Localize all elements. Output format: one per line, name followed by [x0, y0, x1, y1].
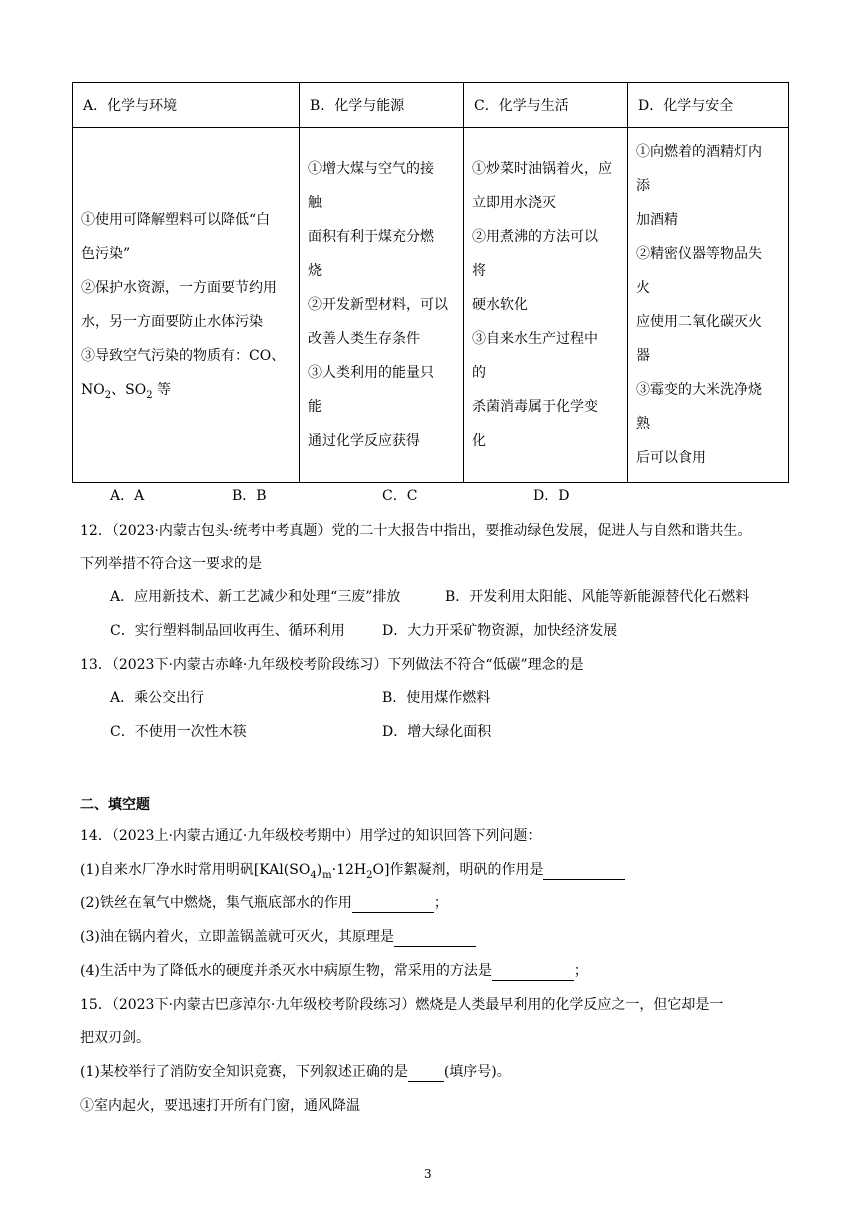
cell-d-line: 应使用二氧化碳灭火 — [636, 314, 762, 330]
q14-part1-pre: (1)自来水厂净水时常用明矾[KAl(SO — [80, 862, 311, 878]
table-header-d: D．化学与安全 — [628, 83, 789, 128]
q15-stem-line1: 15．（2023下·内蒙古巴彦淖尔·九年级校考阶段练习）燃烧是人类最早利用的化学反应之一，但它却是一 — [80, 997, 724, 1013]
page-number: 3 — [424, 1167, 432, 1181]
cell-c-line: ③自来水生产过程中 — [472, 331, 598, 347]
q15-part1 — [80, 1062, 511, 1082]
q12-option-d: D．大力开采矿物资源，加快经济发展 — [382, 623, 618, 639]
sub-2: 2 — [366, 869, 373, 881]
cell-d-line: 加酒精 — [636, 212, 678, 228]
table-header-b: B．化学与能源 — [300, 83, 464, 128]
cell-b-line: 烧 — [308, 263, 322, 279]
q14-part2 — [80, 893, 448, 913]
q14-part4-end: ； — [573, 963, 588, 979]
q11-option-c: C．C — [382, 488, 418, 504]
table-cell-d — [628, 128, 789, 483]
cell-a-line: 色污染” — [81, 246, 131, 262]
cell-b-line: 能 — [308, 399, 322, 415]
cell-d-line: 熟 — [636, 416, 650, 432]
q13-stem: 13．（2023下·内蒙古赤峰·九年级校考阶段练习）下列做法不符合“低碳”理念的是 — [80, 657, 584, 673]
cell-b-line: ①增大煤与空气的接 — [308, 161, 434, 177]
cell-d-line: 添 — [636, 178, 650, 194]
formula-so-sub: 2 — [146, 389, 153, 401]
cell-c-line: 硬水软化 — [472, 297, 528, 313]
q14-part3 — [80, 927, 476, 947]
cell-c-line: 化 — [472, 433, 486, 449]
q14-part1-mid: ·12H — [331, 862, 367, 878]
q14-part4 — [80, 961, 588, 981]
cell-d-line: 火 — [636, 280, 650, 296]
cell-c-line: 将 — [472, 263, 486, 279]
options-table — [72, 82, 789, 483]
cell-d-line: ③霉变的大米洗净烧 — [636, 382, 762, 398]
q13-option-d: D．增大绿化面积 — [382, 724, 492, 740]
q13-option-b: B．使用煤作燃料 — [382, 690, 491, 706]
q11-option-b: B．B — [232, 488, 267, 504]
q14-part3-text: (3)油在锅内着火，立即盖锅盖就可灭火，其原理是 — [80, 929, 394, 945]
answer-blank[interactable] — [394, 930, 476, 947]
table-cell-c — [464, 128, 628, 483]
cell-b-line: 改善人类生存条件 — [308, 331, 420, 347]
table-header-a: A．化学与环境 — [73, 83, 300, 128]
answer-blank[interactable] — [543, 863, 625, 880]
cell-a-line: ③导致空气污染的物质有：CO、 — [81, 348, 286, 364]
cell-c-line: ①炒菜时油锅着火，应 — [472, 161, 612, 177]
table-header-row — [73, 83, 789, 128]
q14-stem: 14．（2023上·内蒙古通辽·九年级校考期中）用学过的知识回答下列问题： — [80, 828, 542, 844]
cell-d-line: 器 — [636, 348, 650, 364]
table-cell-b — [300, 128, 464, 483]
cell-b-line: ②开发新型材料，可以 — [308, 297, 448, 313]
q12-stem-line1: 12．（2023·内蒙古包头·统考中考真题）党的二十大报告中指出，要推动绿色发展，促进人与自然和谐共生。 — [80, 523, 752, 539]
q15-option-1: ①室内起火，要迅速打开所有门窗，通风降温 — [80, 1098, 360, 1114]
q12-option-b: B．开发利用太阳能、风能等新能源替代化石燃料 — [445, 589, 750, 605]
q12-stem-line2: 下列举措不符合这一要求的是 — [80, 556, 262, 572]
formula-no-sub: 2 — [104, 389, 112, 401]
cell-d-line: 后可以食用 — [636, 450, 706, 466]
cell-a-line: 水，另一方面要防止水体污染 — [81, 314, 263, 330]
cell-c-line: ②用煮沸的方法可以 — [472, 229, 598, 245]
cell-c-line: 杀菌消毒属于化学变 — [472, 399, 598, 415]
cell-d-line: ②精密仪器等物品失 — [636, 246, 762, 262]
q15-part1-pre: (1)某校举行了消防安全知识竞赛，下列叙述正确的是 — [80, 1064, 408, 1080]
q11-option-d: D．D — [533, 488, 570, 504]
q15-part1-post: (填序号)。 — [443, 1064, 511, 1080]
q15-stem-line2: 把双刃剑。 — [80, 1030, 150, 1046]
cell-a-line: ②保护水资源，一方面要节约用 — [81, 280, 277, 296]
q14-part4-text: (4)生活中为了降低水的硬度并杀灭水中病原生物，常采用的方法是 — [80, 963, 492, 979]
q14-part2-end: ； — [433, 895, 448, 911]
answer-blank[interactable] — [408, 1065, 444, 1082]
q13-option-a: A．乘公交出行 — [110, 690, 205, 706]
q14-part1 — [80, 860, 625, 880]
cell-b-line: 通过化学反应获得 — [308, 433, 420, 449]
cell-d-line: ①向燃着的酒精灯内 — [636, 144, 762, 160]
cell-c-line: 立即用水浇灭 — [472, 195, 556, 211]
formula-no: NO — [81, 382, 105, 398]
cell-b-line: 面积有利于煤充分燃 — [308, 229, 434, 245]
q14-part1-paren: ) — [316, 862, 323, 878]
table-header-c: C．化学与生活 — [464, 83, 628, 128]
q14-part1-post: O]作絮凝剂，明矾的作用是 — [372, 862, 544, 878]
table-body-row — [73, 128, 789, 483]
answer-blank[interactable] — [352, 896, 434, 913]
sub-4: 4 — [310, 869, 317, 881]
sub-m: m — [322, 869, 332, 881]
section-heading: 二、填空题 — [80, 797, 150, 813]
cell-a-line-formula — [81, 373, 291, 407]
q12-option-a: A．应用新技术、新工艺减少和处理“三废”排放 — [110, 589, 401, 605]
q14-part2-text: (2)铁丝在氧气中燃烧，集气瓶底部水的作用 — [80, 895, 352, 911]
cell-b-line: ③人类利用的能量只 — [308, 365, 434, 381]
table-cell-a — [73, 128, 300, 483]
cell-b-line: 触 — [308, 195, 322, 211]
formula-tail: 等 — [152, 382, 172, 398]
cell-c-line: 的 — [472, 365, 486, 381]
q12-option-c: C．实行塑料制品回收再生、循环利用 — [110, 623, 345, 639]
formula-sep: 、SO — [111, 382, 147, 398]
answer-blank[interactable] — [492, 964, 574, 981]
q13-option-c: C．不使用一次性木筷 — [110, 724, 247, 740]
q11-option-a: A．A — [110, 488, 145, 504]
cell-a-line: ①使用可降解塑料可以降低“白 — [81, 212, 271, 228]
